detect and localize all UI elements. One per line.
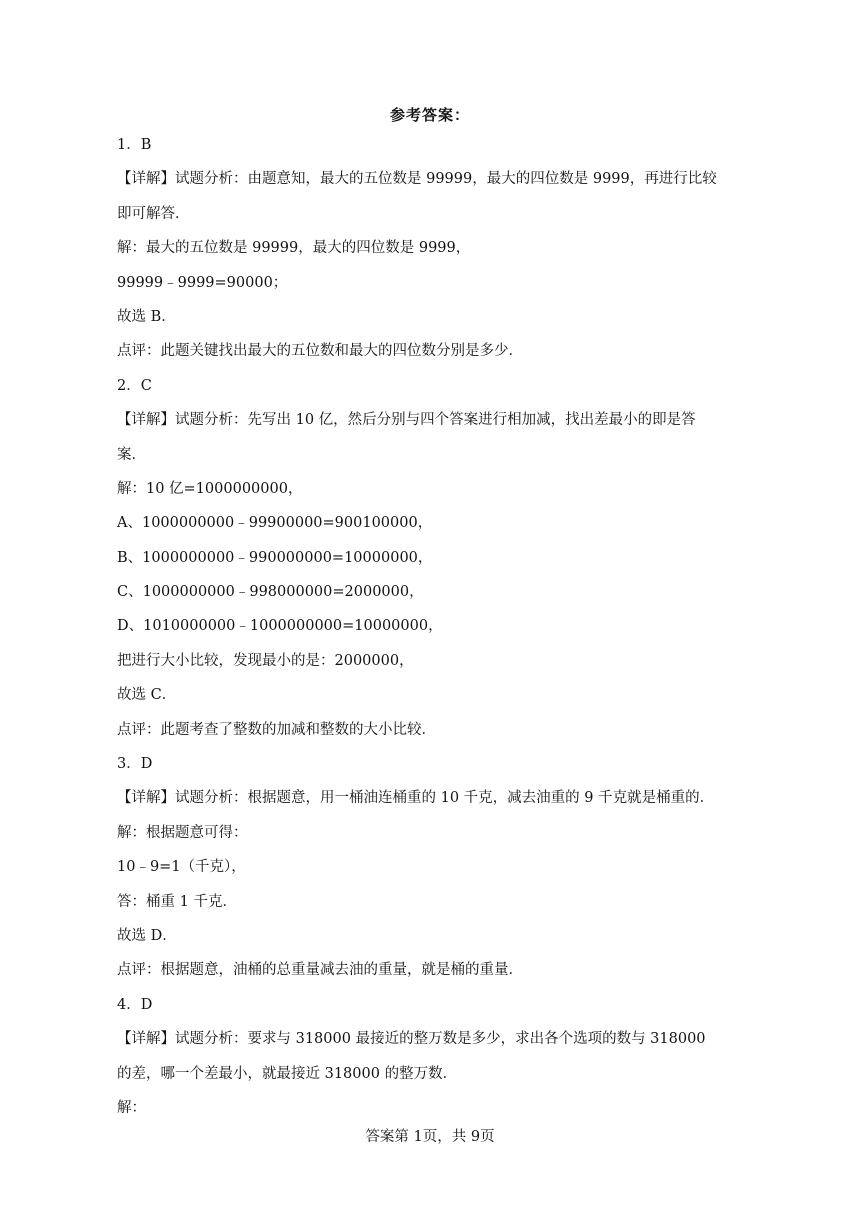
answer-line: 解：根据题意可得：	[117, 824, 248, 841]
answer-line: 【详解】试题分析：根据题意，用一桶油连桶重的 10 千克，减去油重的 9 千克就是桶重的．	[117, 790, 715, 807]
answer-line: 【详解】试题分析：要求与 318000 最接近的整万数是多少，求出各个选项的数与 318000	[117, 1031, 706, 1048]
answer-line: 4．D	[117, 996, 153, 1013]
answer-body	[117, 136, 742, 1133]
answer-line: A、1000000000﹣99900000=900100000，	[117, 515, 433, 532]
answer-line: 点评：根据题意，油桶的总重量减去油的重量，就是桶的重量．	[117, 962, 523, 979]
answer-line: 【详解】试题分析：先写出 10 亿，然后分别与四个答案进行相加减，找出差最小的即是答	[117, 412, 696, 429]
answer-line: 3．D	[117, 756, 153, 773]
answer-line: 1．B	[117, 137, 152, 153]
answer-line: 99999﹣9999=90000；	[117, 274, 288, 291]
answer-line: 答：桶重 1 千克．	[117, 893, 237, 910]
answer-line: 故选 B．	[117, 308, 176, 325]
answer-line: 点评：此题关键找出最大的五位数和最大的四位数分别是多少．	[117, 343, 523, 360]
answer-line: 的差，哪一个差最小，就最接近 318000 的整万数．	[117, 1065, 458, 1082]
answer-line: 解：10 亿=1000000000，	[117, 480, 303, 497]
answer-line: 点评：此题考查了整数的加减和整数的大小比较．	[117, 721, 436, 738]
answer-line: 故选 D．	[117, 927, 177, 944]
answer-line: 【详解】试题分析：由题意知，最大的五位数是 99999，最大的四位数是 9999，再进行比较	[117, 171, 717, 188]
answer-line: 2．C	[117, 377, 152, 394]
answer-line: 即可解答．	[117, 205, 190, 222]
answer-line: 解：	[117, 1099, 146, 1116]
page-title: 参考答案：	[389, 106, 470, 124]
answer-line: 故选 C．	[117, 687, 177, 704]
answer-line: C、1000000000﹣998000000=2000000，	[117, 584, 424, 601]
answer-line: 把进行大小比较，发现最小的是：2000000，	[117, 652, 414, 669]
answer-line: 10﹣9=1（千克），	[117, 859, 246, 876]
answer-line: D、1010000000﹣1000000000=10000000，	[117, 618, 443, 635]
answer-line: 案．	[117, 446, 146, 463]
page-footer: 答案第 1页，共 9页	[365, 1129, 495, 1145]
answer-line: 解：最大的五位数是 99999，最大的四位数是 9999，	[117, 240, 471, 257]
answer-line: B、1000000000﹣990000000=10000000，	[117, 549, 433, 566]
